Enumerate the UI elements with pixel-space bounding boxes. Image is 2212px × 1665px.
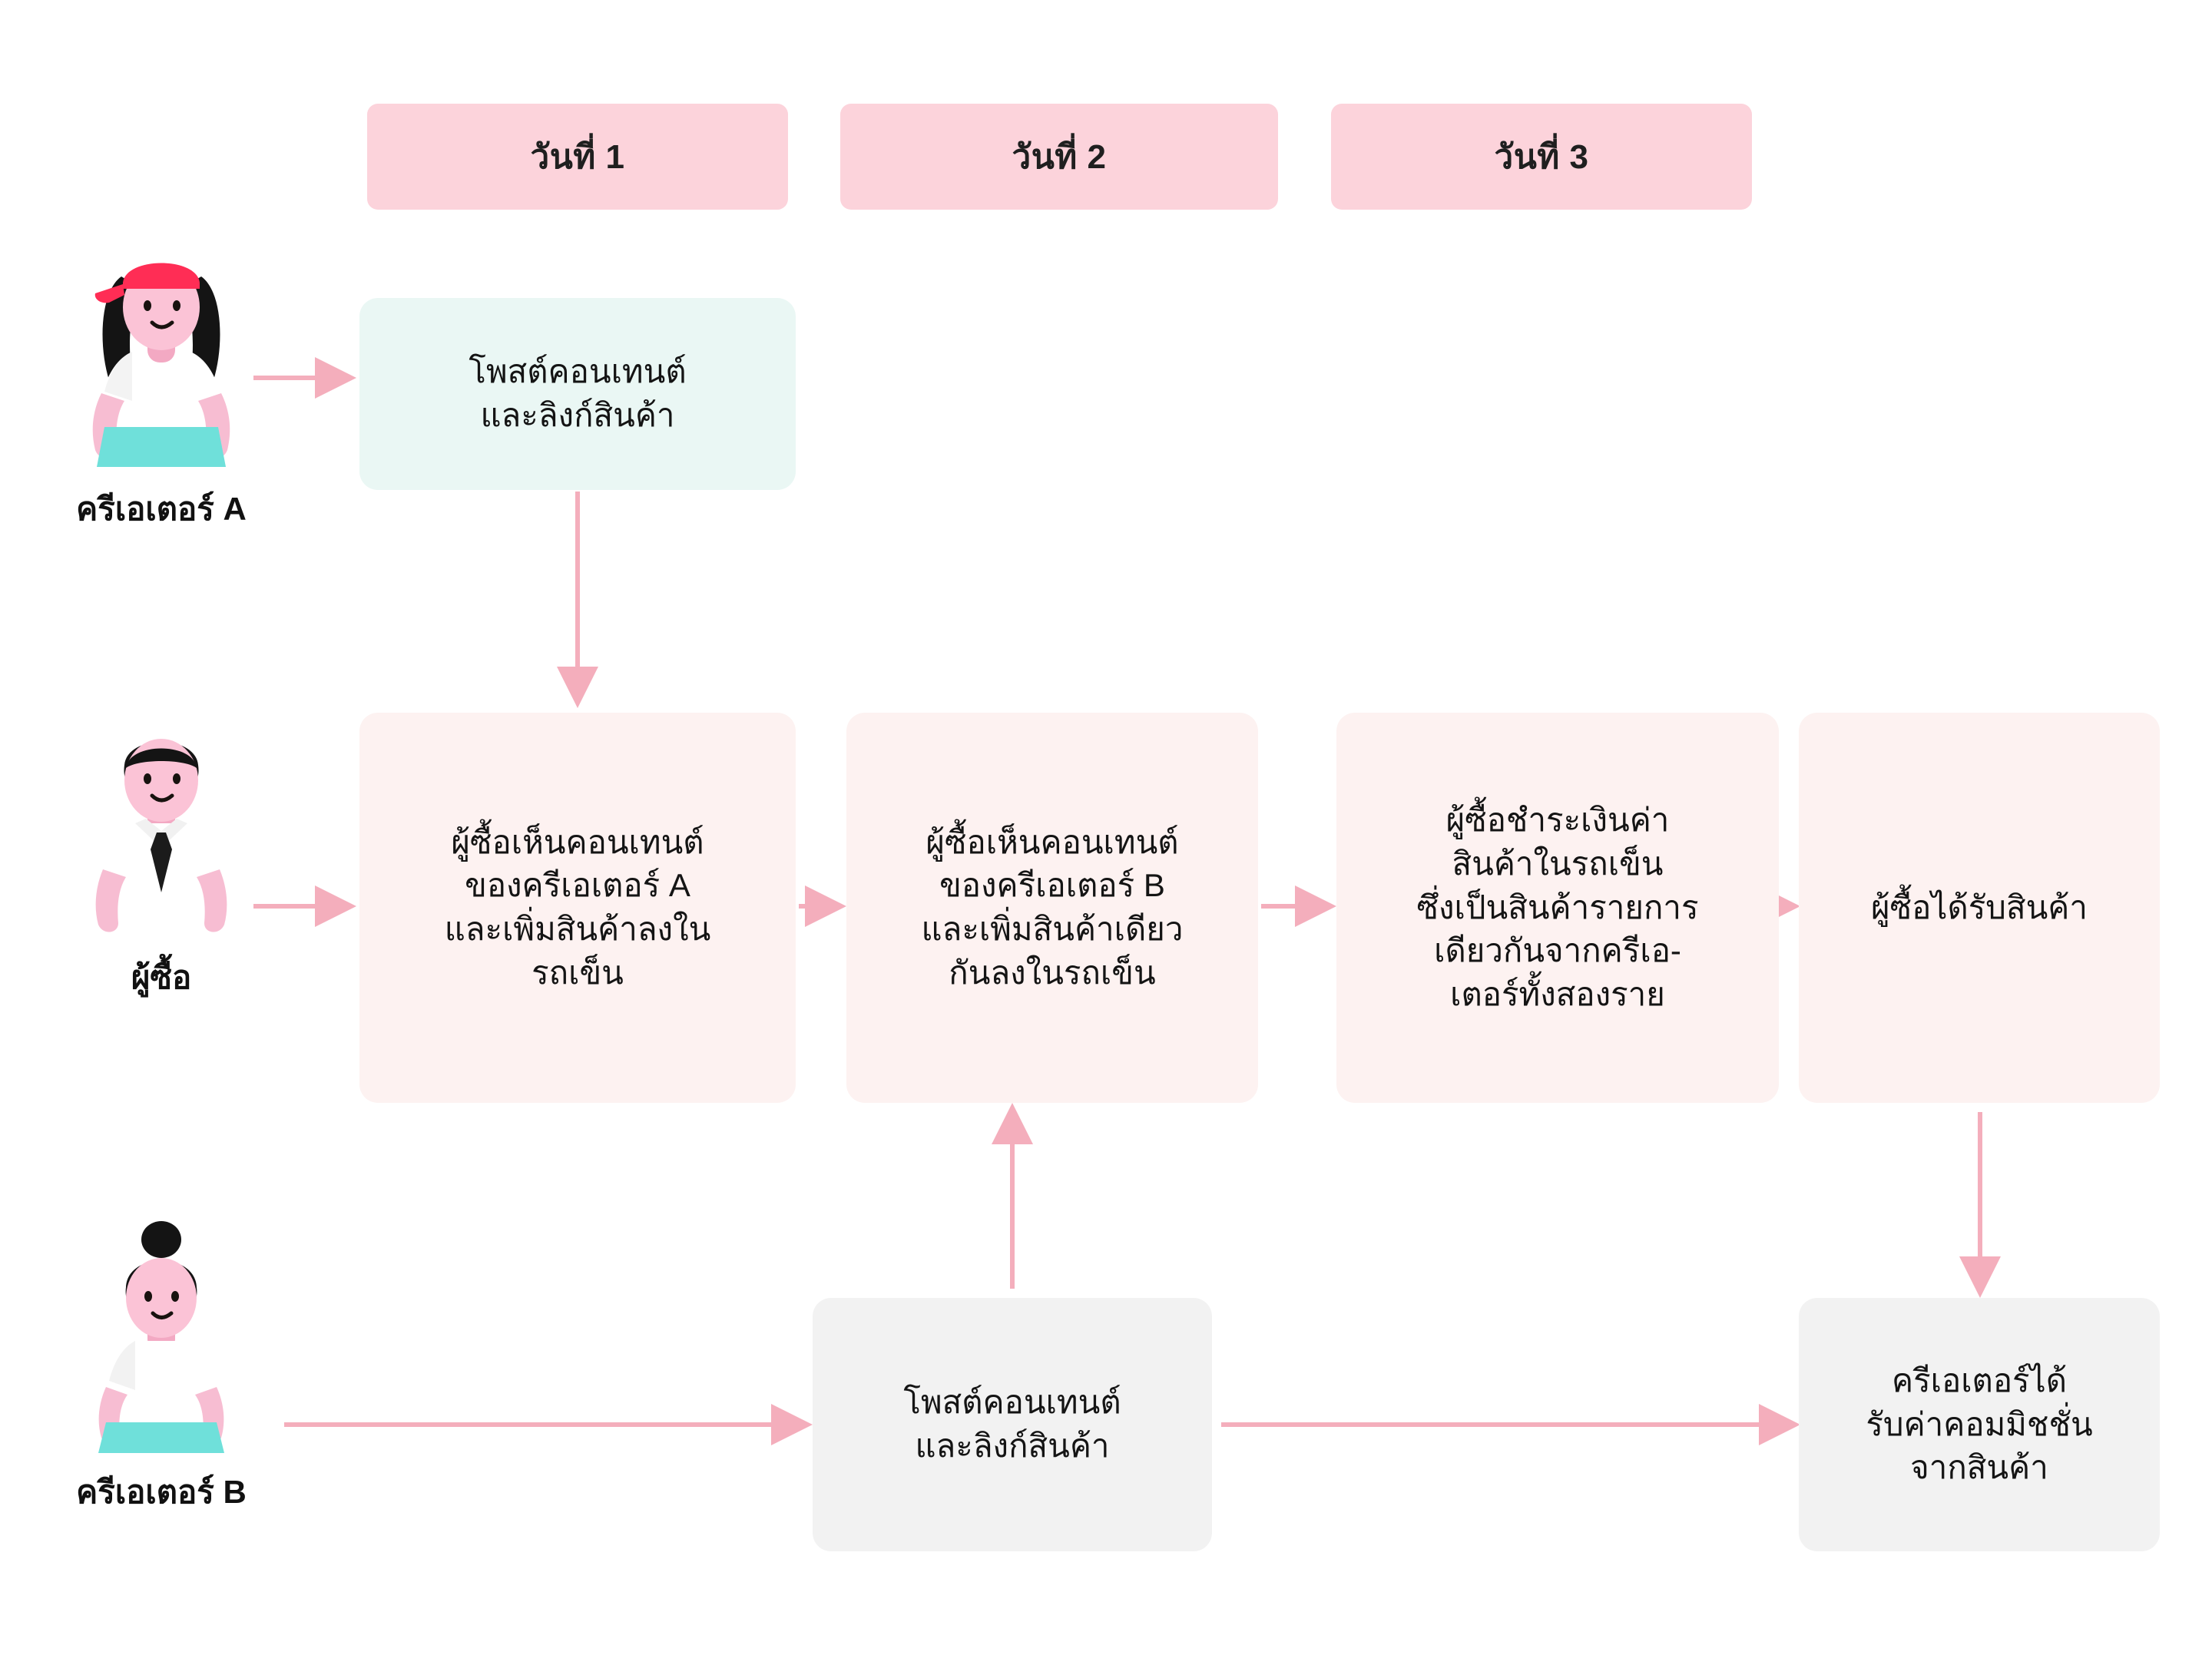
- timeline-pill-day-3: [1331, 104, 1752, 210]
- step-box-buyer-2: [846, 713, 1258, 1103]
- person-with-bun-avatar: [61, 1206, 261, 1459]
- step-box-buyer-2-label: ผู้ซื้อเห็นคอนเทนต์ ของครีเอเตอร์ B และเพิ่มสินค้าเดียว กันลงในรถเข็น: [921, 823, 1184, 991]
- person-with-cap-avatar: [61, 223, 261, 476]
- step-box-buyer-1-label: ผู้ซื้อเห็นคอนเทนต์ ของครีเอเตอร์ A และเพิ่มสินค้าลงใน รถเข็น: [444, 823, 711, 991]
- step-box-buyer-4-label: ผู้ซื้อได้รับสินค้า: [1871, 889, 2088, 925]
- step-box-buyer-1: [359, 713, 796, 1103]
- actor-buyer-label: ผู้ซื้อ: [131, 959, 192, 995]
- actor-creator-b-label: ครีเอเตอร์ B: [76, 1474, 247, 1510]
- actor-creator-b: [8, 1206, 315, 1518]
- actor-creator-a-label: ครีเอเตอร์ A: [76, 491, 247, 527]
- timeline-pill-day-2: [840, 104, 1278, 210]
- step-box-creator-a-post-label: โพสต์คอนเทนต์ และลิงก์สินค้า: [469, 353, 687, 433]
- step-box-creator-b-post-label: โพสต์คอนเทนต์ และลิงก์สินค้า: [903, 1384, 1121, 1464]
- timeline-pill-day-3-label: วันที่ 3: [1494, 138, 1589, 176]
- step-box-creator-a-post: [359, 298, 796, 490]
- step-box-buyer-3: [1336, 713, 1779, 1103]
- person-with-necktie-avatar: [61, 691, 261, 945]
- step-box-commission-label: ครีเอเตอร์ได้ รับค่าคอมมิชชั่น จากสินค้า: [1866, 1362, 2093, 1486]
- step-box-commission: [1799, 1298, 2160, 1551]
- step-box-buyer-4: [1799, 713, 2160, 1103]
- step-box-buyer-3-label: ผู้ซื้อชำระเงินค่า สินค้าในรถเข็น ซึ่งเป็นสินค้ารายการ เดียวกันจากครีเอ- เตอร์ทั้งสองราย: [1416, 802, 1699, 1013]
- timeline-pill-day-1: [367, 104, 788, 210]
- timeline-pill-day-1-label: วันที่ 1: [530, 138, 625, 176]
- timeline-pill-day-2-label: วันที่ 2: [1012, 138, 1107, 176]
- actor-creator-a: [8, 223, 315, 535]
- step-box-creator-b-post: [813, 1298, 1212, 1551]
- actor-buyer: [8, 691, 315, 1003]
